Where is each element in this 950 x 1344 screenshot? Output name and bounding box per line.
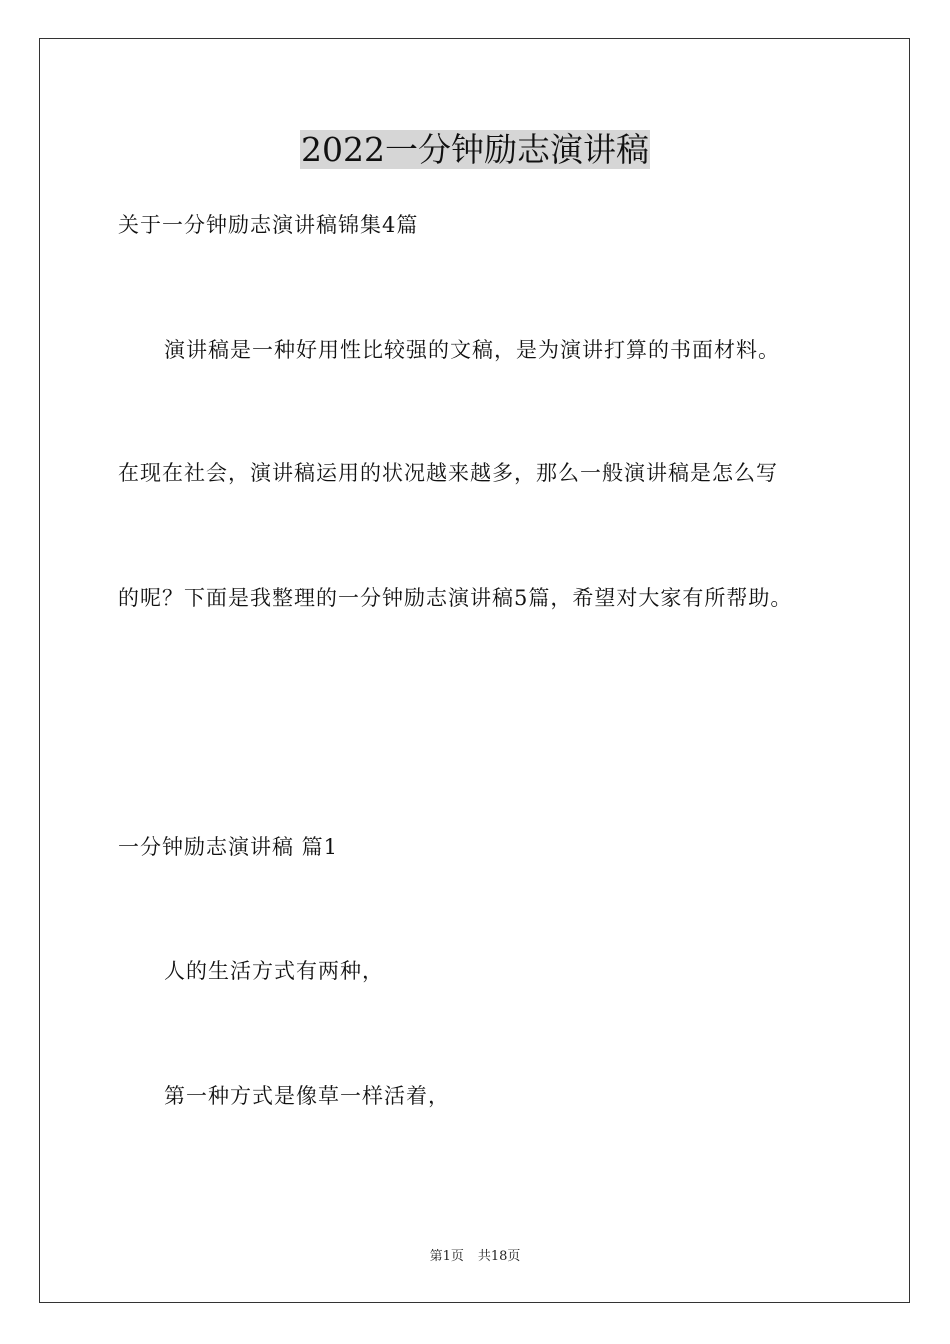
section-line: 第一种方式是像草一样活着， [164,1084,450,1108]
paragraph-line: 的呢？下面是我整理的一分钟励志演讲稿5篇，希望对大家有所帮助。 [118,586,793,610]
paragraph-line: 演讲稿是一种好用性比较强的文稿，是为演讲打算的书面材料。 [164,338,780,362]
document-title [0,128,950,172]
section-line: 人的生活方式有两种， [164,959,384,983]
page-number: 第1页 [429,1249,464,1264]
document-title-text: 2022一分钟励志演讲稿 [301,130,649,169]
document-subtitle: 关于一分钟励志演讲稿锦集4篇 [118,213,419,237]
section-heading: 一分钟励志演讲稿 篇1 [118,835,339,859]
page-total: 共18页 [477,1249,521,1264]
page-footer [0,1248,950,1266]
paragraph-line: 在现在社会，演讲稿运用的状况越来越多，那么一般演讲稿是怎么写 [118,461,778,485]
